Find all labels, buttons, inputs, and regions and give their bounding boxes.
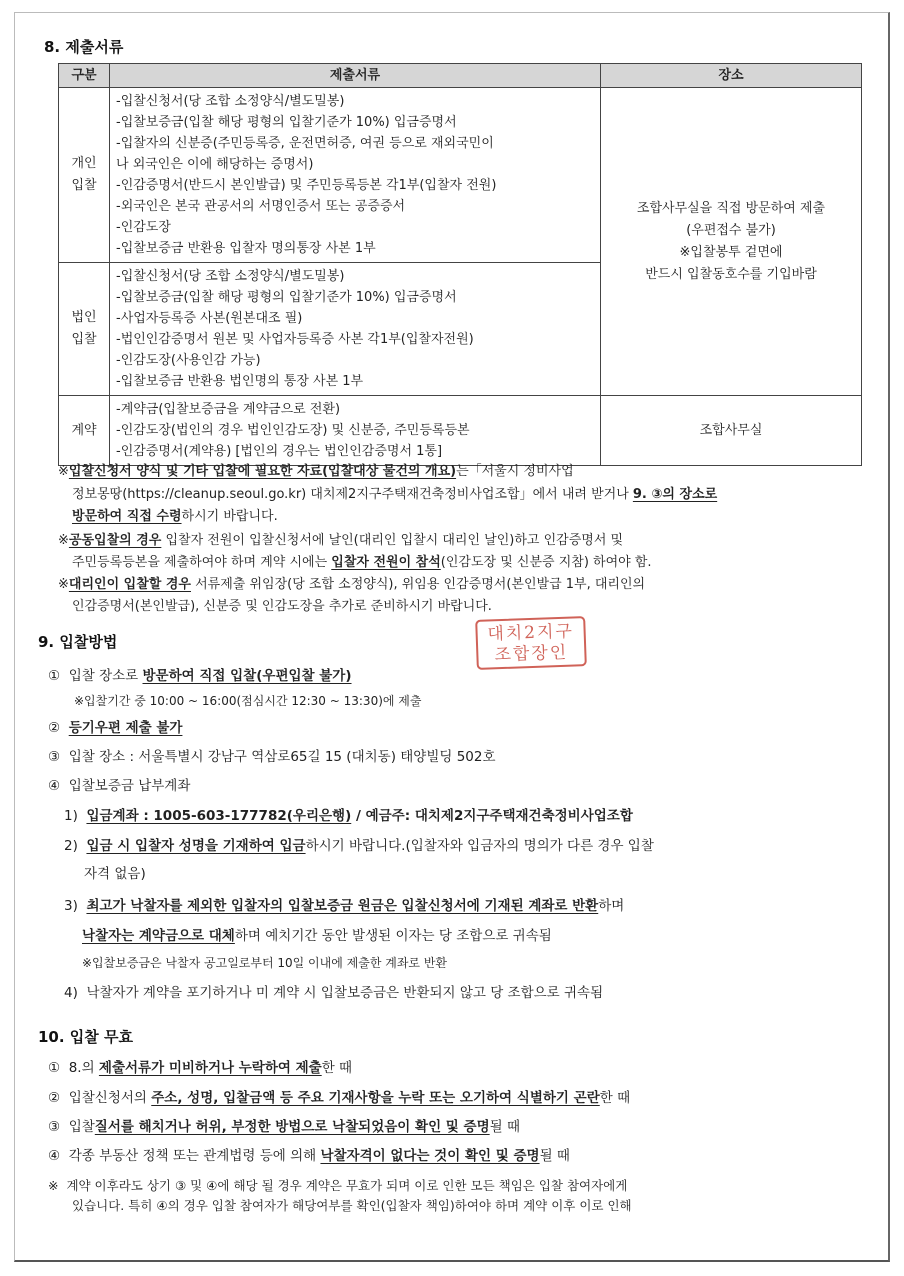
note-joint-bid: ※공동입찰의 경우 입찰자 전원이 입찰신청서에 날인(대리인 입찰시 대리인 날인)하고 인감증명서 및 (58, 533, 624, 548)
docs-contract: -계약금(입찰보증금을 계약금으로 전환) -인감도장(법인의 경우 법인인감도장) 및 신분증, 주민등록등본 -인감증명서(계약용) [법인의 경우는 법인인감증명서 1통] (110, 396, 601, 466)
bid-item-1-sub: ※입찰기간 중 10:00 ~ 16:00(점심시간 12:30 ~ 13:30)에 제출 (74, 694, 422, 708)
seal-stamp: 대치2지구 조합장인 (475, 616, 587, 670)
note-agent-bid: ※대리인이 입찰할 경우 서류제출 위임장(당 조합 소정양식), 위임용 인감증명서(본인발급 1부, 대리인의 (58, 577, 646, 592)
bid-item-4: ④ 입찰보증금 납부계좌 (48, 778, 191, 794)
section-9-title: 9. 입찰방법 (38, 633, 118, 651)
category-contract: 계약 (59, 396, 110, 466)
header-documents: 제출서류 (110, 64, 601, 88)
table-row-contract (59, 396, 862, 466)
category-corporate: 법인 입찰 (59, 263, 110, 396)
deposit-name-rule-2: 자격 없음) (84, 866, 146, 882)
bid-item-2: ② 등기우편 제출 불가 (48, 720, 183, 736)
table-row-individual (59, 88, 862, 263)
note-forms-3: 방문하여 직접 수령하시기 바랍니다. (72, 509, 278, 524)
deposit-forfeit-rule: 4) 낙찰자가 계약을 포기하거나 미 계약 시 입찰보증금은 반환되지 않고 당 조합으로 귀속됨 (64, 985, 604, 1001)
section-10-title: 10. 입찰 무효 (38, 1028, 133, 1046)
location-contract: 조합사무실 (601, 396, 862, 466)
deposit-account: 1) 입금계좌 : 1005-603-177782(우리은행) / 예금주: 대치제2지구주택재건축정비사업조합 (64, 808, 633, 824)
location-shared: 조합사무실을 직접 방문하여 제출 (우편접수 불가) ※입찰봉투 겉면에 반드시 입찰동호수를 기입바람 (601, 88, 862, 396)
docs-individual: -입찰신청서(당 조합 소정양식/별도밀봉) -입찰보증금(입찰 해당 평형의 입찰기준가 10%) 입금증명서 -입찰자의 신분증(주민등록증, 운전면허증, 여권 등으로 재외국민이 나 외국인은 이에 해당하는 증명서) -인감증명서(반드시 본인발급) 및 주민등록등본 각1부(입찰자 전원) -외국인은 본국 관공서의 서명인증서 또는 공증증서 -인감도장 -입찰보증금 반환용 입찰자 명의통장 사본 1부 (110, 88, 601, 263)
note-joint-bid-2: 주민등록등본을 제출하여야 하며 계약 시에는 입찰자 전원이 참석(인감도장 및 신분증 지참) 하여야 함. (72, 555, 652, 570)
deposit-name-rule: 2) 입금 시 입찰자 성명을 기재하여 입금하시기 바랍니다.(입찰자와 입금자의 명의가 다른 경우 입찰 (64, 838, 654, 854)
header-category: 구분 (59, 64, 110, 88)
invalid-item-3: ③ 입찰질서를 해치거나 허위, 부정한 방법으로 낙찰되었음이 확인 및 증명될 때 (48, 1119, 521, 1135)
invalid-item-1: ① 8.의 제출서류가 미비하거나 누락하여 제출한 때 (48, 1060, 353, 1076)
note-forms-2: 정보몽땅(https://cleanup.seoul.go.kr) 대치제2지구주택재건축정비사업조합」에서 내려 받거나 9. ③의 장소로 (72, 487, 718, 502)
deposit-refund-sub: ※입찰보증금은 낙찰자 공고일로부터 10일 이내에 제출한 계좌로 반환 (82, 956, 448, 970)
table-header-row (59, 64, 862, 88)
documents-table (58, 63, 862, 466)
deposit-refund-rule-2: 낙찰자는 계약금으로 대체하며 예치기간 동안 발생된 이자는 당 조합으로 귀속됨 (82, 928, 552, 944)
deposit-refund-rule: 3) 최고가 낙찰자를 제외한 입찰자의 입찰보증금 원금은 입찰신청서에 기재된 계좌로 반환하며 (64, 898, 625, 914)
note-agent-bid-2: 인감증명서(본인발급), 신분증 및 인감도장을 추가로 준비하시기 바랍니다. (72, 599, 492, 614)
bid-item-1: ① 입찰 장소로 방문하여 직접 입찰(우편입찰 불가) (48, 668, 352, 684)
category-individual: 개인 입찰 (59, 88, 110, 263)
note-forms: ※입찰신청서 양식 및 기타 입찰에 필요한 자료(입찰대상 물건의 개요)는「서울시 정비사업 (58, 464, 574, 479)
docs-corporate: -입찰신청서(당 조합 소정양식/별도밀봉) -입찰보증금(입찰 해당 평형의 입찰기준가 10%) 입금증명서 -사업자등록증 사본(원본대조 필) -법인인감증명서 원본 및 사업자등록증 사본 각1부(입찰자전원) -인감도장(사용인감 가능) -입찰보증금 반환용 법인명의 통장 사본 1부 (110, 263, 601, 396)
section-8-title: 8. 제출서류 (44, 38, 124, 56)
header-location: 장소 (601, 64, 862, 88)
invalid-item-4: ④ 각종 부동산 정책 또는 관계법령 등에 의해 낙찰자격이 없다는 것이 확인 및 증명될 때 (48, 1148, 570, 1164)
invalid-note: ※ 계약 이후라도 상기 ③ 및 ④에 해당 될 경우 계약은 무효가 되며 이로 인한 모든 책임은 입찰 참여자에게 (48, 1178, 628, 1193)
invalid-note-2: 있습니다. 특히 ④의 경우 입찰 참여자가 해당여부를 확인(입찰자 책임)하여야 하며 계약 이후 이로 인해 (72, 1198, 632, 1213)
bid-item-3: ③ 입찰 장소 : 서울특별시 강남구 역삼로65길 15 (대치동) 태양빌딩 502호 (48, 749, 496, 765)
invalid-item-2: ② 입찰신청서의 주소, 성명, 입찰금액 등 주요 기재사항을 누락 또는 오기하여 식별하기 곤란한 때 (48, 1090, 631, 1106)
